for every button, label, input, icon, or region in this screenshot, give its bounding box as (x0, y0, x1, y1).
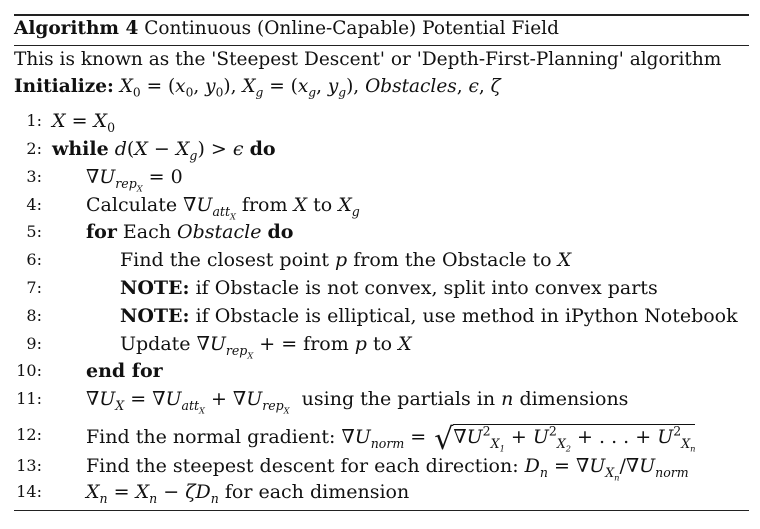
algorithm-description: This is known as the 'Steepest Descent' or 'Depth-First-Planning' algorithm (14, 49, 722, 70)
step-14: $X_n = X_n - \zeta D_n$ for each dimension (86, 481, 410, 506)
line-number-2: 2: (26, 139, 42, 158)
line-number-13: 13: (16, 456, 42, 475)
line-number-4: 4: (26, 195, 42, 214)
step-6: Find the closest point p from the Obstacle to X (120, 249, 572, 271)
initialize-expression: $X_0 = (x_0$, $y_0$), $X_g = (x_g$, $y_g$), Obstacles, ϵ, ζ (119, 76, 501, 100)
line-number-3: 3: (26, 167, 42, 186)
line-number-6: 6: (26, 250, 42, 269)
algorithm-label: Algorithm 4 (14, 18, 139, 39)
step-1: $X = X_0$ (52, 110, 116, 135)
step-2: while $d(X - X_g) > \epsilon$ do (52, 138, 276, 163)
header-rule (14, 45, 749, 46)
line-number-5: 5: (26, 222, 42, 241)
step-7: NOTE: if Obstacle is not convex, split into convex parts (120, 277, 658, 299)
top-rule (14, 14, 749, 16)
step-9: Update $\nabla U_{rep_X}$ + = from p to X (120, 333, 412, 361)
line-number-9: 9: (26, 334, 42, 353)
step-3: $\nabla U_{rep_X} = 0$ (86, 166, 183, 194)
algorithm-title: Continuous (Online-Capable) Potential Field (144, 18, 559, 39)
step-8: NOTE: if Obstacle is elliptical, use method in iPython Notebook (120, 305, 738, 327)
step-13: Find the steepest descent for each direction: $D_n = \nabla U_{X_n}/\nabla U_{norm}$ (86, 455, 689, 483)
bottom-rule (14, 510, 749, 511)
line-number-12: 12: (16, 425, 42, 444)
line-number-1: 1: (26, 111, 42, 130)
initialize-line (14, 76, 752, 98)
line-number-8: 8: (26, 306, 42, 325)
step-10: end for (86, 360, 163, 382)
step-12: Find the normal gradient: $\nabla U_{norm} = √\nabla U^2_{X_1} + U^2_{X_2}$ + . . . + $U^2_{X_n}$ (86, 422, 696, 457)
step-5: for Each Obstacle do (86, 221, 294, 243)
step-11: $\nabla U_X = \nabla U_{att_X} + \nabla U_{rep_X}$ using the partials in n dimensions (86, 388, 629, 416)
line-number-14: 14: (16, 482, 42, 501)
line-number-10: 10: (16, 361, 42, 380)
step-4: Calculate $\nabla U_{att_X}$ from X to $X_g$ (86, 194, 360, 222)
algorithm-header (14, 18, 752, 40)
initialize-label: Initialize: (14, 76, 114, 97)
line-number-11: 11: (16, 389, 42, 408)
line-number-7: 7: (26, 278, 42, 297)
